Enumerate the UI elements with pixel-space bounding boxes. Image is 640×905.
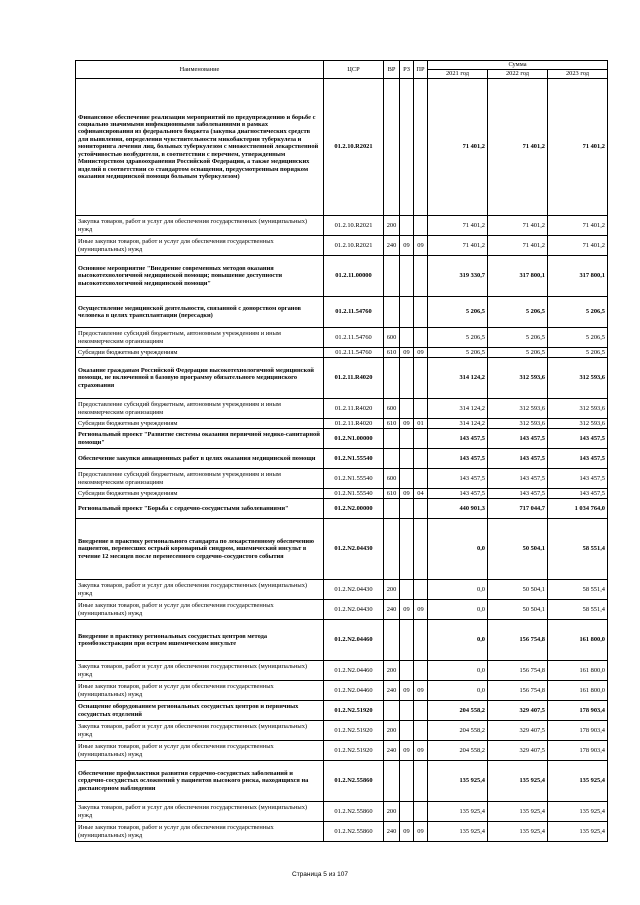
table-cell-2022: 143 457,5 bbox=[488, 429, 548, 449]
table-cell-pr bbox=[414, 429, 428, 449]
table-cell-2021: 5 206,5 bbox=[428, 297, 488, 328]
table-cell-2023: 58 551,4 bbox=[548, 580, 608, 600]
table-cell-2021: 0,0 bbox=[428, 600, 488, 620]
table-row bbox=[76, 328, 608, 348]
table-cell-2023: 5 206,5 bbox=[548, 297, 608, 328]
table-cell-2023: 58 551,4 bbox=[548, 600, 608, 620]
table-cell-name: Иные закупки товаров, работ и услуг для обеспечения государственных (муниципальных) нужд bbox=[76, 236, 324, 256]
table-row bbox=[76, 297, 608, 328]
table-row bbox=[76, 216, 608, 236]
table-cell-csr: 01.2.11.R4020 bbox=[324, 399, 384, 419]
table-row bbox=[76, 489, 608, 499]
table-row bbox=[76, 358, 608, 399]
table-cell-2021: 135 925,4 bbox=[428, 761, 488, 802]
table-cell-pr: 04 bbox=[414, 489, 428, 499]
table-cell-2023: 143 457,5 bbox=[548, 429, 608, 449]
table-cell-name: Финансовое обеспечение реализации мероприятий по предупреждению и борьбе с социально значимыми инфекционными заболеваниями в рамках софинансирования из федерального бюджета (закупка диагностических средств для выявления, определения чувствительности микобактерии туберкулеза и мониторинга лечения лиц, больных туберкулезом с множественной лекарственной устойчивостью возбудителя, в соответствии с перечнем, утвержденным Министерством здравоохранения Российской Федерации, а также медицинских изделий в соответствии со стандартом оснащения, предусмотренным порядком оказания медицинской помощи больным туберкулезом) bbox=[76, 79, 324, 216]
table-body bbox=[76, 79, 608, 842]
table-cell-pr bbox=[414, 519, 428, 580]
table-cell-2023: 161 800,0 bbox=[548, 620, 608, 661]
table-cell-rz bbox=[400, 499, 414, 519]
table-cell-csr: 01.2.11.54760 bbox=[324, 348, 384, 358]
table-cell-pr bbox=[414, 701, 428, 721]
table-cell-pr: 09 bbox=[414, 681, 428, 701]
table-cell-csr: 01.2.N2.51920 bbox=[324, 721, 384, 741]
table-cell-2023: 135 925,4 bbox=[548, 761, 608, 802]
table-cell-2021: 204 558,2 bbox=[428, 741, 488, 761]
page-footer: Страница 5 из 107 bbox=[292, 871, 348, 878]
table-row bbox=[76, 79, 608, 216]
table-cell-pr: 09 bbox=[414, 236, 428, 256]
header-year-2023: 2023 год bbox=[548, 70, 608, 79]
table-cell-csr: 01.2.N1.00000 bbox=[324, 429, 384, 449]
table-cell-name: Иные закупки товаров, работ и услуг для обеспечения государственных (муниципальных) нужд bbox=[76, 822, 324, 842]
table-cell-vr: 600 bbox=[384, 328, 400, 348]
table-cell-rz bbox=[400, 328, 414, 348]
table-cell-name: Субсидии бюджетным учреждениям bbox=[76, 348, 324, 358]
table-cell-2023: 5 206,5 bbox=[548, 328, 608, 348]
table-cell-name: Обеспечение закупки авиационных работ в целях оказания медицинской помощи bbox=[76, 449, 324, 469]
table-row bbox=[76, 399, 608, 419]
table-cell-2023: 317 800,1 bbox=[548, 256, 608, 297]
table-cell-name: Внедрение в практику региональных сосудистых центров метода тромбоэкстракции при остром ишемическом инсульте bbox=[76, 620, 324, 661]
table-cell-pr bbox=[414, 661, 428, 681]
table-cell-2023: 135 925,4 bbox=[548, 822, 608, 842]
table-cell-2023: 312 593,6 bbox=[548, 419, 608, 429]
table-cell-csr: 01.2.N1.55540 bbox=[324, 449, 384, 469]
table-cell-name: Закупка товаров, работ и услуг для обеспечения государственных (муниципальных) нужд bbox=[76, 721, 324, 741]
table-cell-2022: 329 407,5 bbox=[488, 741, 548, 761]
table-cell-2022: 156 754,8 bbox=[488, 620, 548, 661]
table-cell-2021: 143 457,5 bbox=[428, 449, 488, 469]
table-cell-csr: 01.2.N2.04460 bbox=[324, 620, 384, 661]
table-cell-2022: 71 401,2 bbox=[488, 236, 548, 256]
table-row bbox=[76, 519, 608, 580]
table-cell-vr bbox=[384, 761, 400, 802]
table-cell-2023: 71 401,2 bbox=[548, 79, 608, 216]
table-cell-csr: 01.2.N2.55860 bbox=[324, 822, 384, 842]
table-cell-pr bbox=[414, 761, 428, 802]
table-cell-2021: 0,0 bbox=[428, 519, 488, 580]
table-cell-2021: 0,0 bbox=[428, 661, 488, 681]
table-cell-csr: 01.2.N2.00000 bbox=[324, 499, 384, 519]
table-cell-vr: 200 bbox=[384, 580, 400, 600]
table-cell-2021: 143 457,5 bbox=[428, 429, 488, 449]
table-cell-name: Предоставление субсидий бюджетным, автономным учреждениям и иным некоммерческим организациям bbox=[76, 469, 324, 489]
table-cell-2021: 135 925,4 bbox=[428, 822, 488, 842]
table-cell-2021: 71 401,2 bbox=[428, 79, 488, 216]
table-cell-name: Региональный проект "Развитие системы оказания первичной медико-санитарной помощи" bbox=[76, 429, 324, 449]
table-cell-rz bbox=[400, 256, 414, 297]
table-cell-2023: 312 593,6 bbox=[548, 358, 608, 399]
table-cell-pr bbox=[414, 256, 428, 297]
header-rz: РЗ bbox=[400, 61, 414, 79]
table-cell-vr bbox=[384, 519, 400, 580]
table-cell-2023: 135 925,4 bbox=[548, 802, 608, 822]
table-cell-2023: 178 903,4 bbox=[548, 701, 608, 721]
table-row bbox=[76, 701, 608, 721]
table-cell-vr bbox=[384, 701, 400, 721]
table-cell-csr: 01.2.N2.04460 bbox=[324, 661, 384, 681]
table-row bbox=[76, 469, 608, 489]
table-cell-vr bbox=[384, 429, 400, 449]
table-cell-pr: 09 bbox=[414, 348, 428, 358]
table-cell-name: Закупка товаров, работ и услуг для обеспечения государственных (муниципальных) нужд bbox=[76, 661, 324, 681]
table-cell-name: Иные закупки товаров, работ и услуг для обеспечения государственных (муниципальных) нужд bbox=[76, 681, 324, 701]
table-row bbox=[76, 236, 608, 256]
table-cell-rz bbox=[400, 399, 414, 419]
table-cell-rz: 09 bbox=[400, 600, 414, 620]
table-row bbox=[76, 256, 608, 297]
table-cell-2023: 71 401,2 bbox=[548, 216, 608, 236]
table-cell-csr: 01.2.N2.04460 bbox=[324, 681, 384, 701]
table-cell-vr: 600 bbox=[384, 399, 400, 419]
table-cell-csr: 01.2.N2.51920 bbox=[324, 741, 384, 761]
table-cell-2022: 71 401,2 bbox=[488, 216, 548, 236]
table-cell-vr: 610 bbox=[384, 419, 400, 429]
table-row bbox=[76, 620, 608, 661]
table-cell-rz: 09 bbox=[400, 741, 414, 761]
table-cell-2022: 143 457,5 bbox=[488, 449, 548, 469]
table-cell-pr bbox=[414, 721, 428, 741]
table-cell-name: Субсидии бюджетным учреждениям bbox=[76, 489, 324, 499]
table-cell-rz bbox=[400, 216, 414, 236]
table-cell-2022: 5 206,5 bbox=[488, 348, 548, 358]
header-sum: Сумма bbox=[428, 61, 608, 70]
table-cell-2022: 143 457,5 bbox=[488, 469, 548, 489]
table-cell-2022: 135 925,4 bbox=[488, 761, 548, 802]
table-cell-pr bbox=[414, 216, 428, 236]
table-cell-vr bbox=[384, 499, 400, 519]
table-cell-2023: 1 034 764,0 bbox=[548, 499, 608, 519]
table-cell-csr: 01.2.N2.51920 bbox=[324, 701, 384, 721]
table-cell-2021: 0,0 bbox=[428, 681, 488, 701]
header-pr: ПР bbox=[414, 61, 428, 79]
table-cell-rz: 09 bbox=[400, 236, 414, 256]
table-cell-rz bbox=[400, 620, 414, 661]
table-cell-2022: 50 504,1 bbox=[488, 519, 548, 580]
table-cell-vr: 200 bbox=[384, 661, 400, 681]
table-cell-pr: 01 bbox=[414, 419, 428, 429]
table-cell-2021: 319 330,7 bbox=[428, 256, 488, 297]
table-row bbox=[76, 661, 608, 681]
table-cell-rz: 09 bbox=[400, 348, 414, 358]
table-cell-2023: 161 800,0 bbox=[548, 661, 608, 681]
table-cell-2021: 204 558,2 bbox=[428, 701, 488, 721]
table-cell-2023: 161 800,0 bbox=[548, 681, 608, 701]
table-cell-name: Основное мероприятие "Внедрение современных методов оказания высокотехнологичной медицинской помощи; повышение доступности высокотехнологичной медицинской помощи" bbox=[76, 256, 324, 297]
table-cell-name: Обеспечение профилактики развития сердечно-сосудистых заболеваний и сердечно-сосудистых осложнений у пациентов высокого риска, находящихся на диспансерном наблюдении bbox=[76, 761, 324, 802]
table-cell-name: Предоставление субсидий бюджетным, автономным учреждениям и иным некоммерческим организациям bbox=[76, 328, 324, 348]
table-cell-name: Иные закупки товаров, работ и услуг для обеспечения государственных (муниципальных) нужд bbox=[76, 741, 324, 761]
table-cell-vr: 600 bbox=[384, 469, 400, 489]
table-cell-2021: 5 206,5 bbox=[428, 328, 488, 348]
table-cell-2021: 135 925,4 bbox=[428, 802, 488, 822]
table-row bbox=[76, 600, 608, 620]
table-cell-2023: 5 206,5 bbox=[548, 348, 608, 358]
table-cell-csr: 01.2.N2.04430 bbox=[324, 519, 384, 580]
table-cell-rz bbox=[400, 358, 414, 399]
table-cell-2022: 312 593,6 bbox=[488, 399, 548, 419]
table-cell-2022: 135 925,4 bbox=[488, 822, 548, 842]
table-cell-vr: 240 bbox=[384, 822, 400, 842]
table-cell-2021: 143 457,5 bbox=[428, 489, 488, 499]
table-cell-rz bbox=[400, 429, 414, 449]
table-cell-pr bbox=[414, 449, 428, 469]
table-cell-name: Закупка товаров, работ и услуг для обеспечения государственных (муниципальных) нужд bbox=[76, 216, 324, 236]
table-cell-name: Внедрение в практику регионального стандарта по лекарственному обеспечению пациентов, перенесших острый коронарный синдром, ишемический инсульт в течение 12 месяцев после перенесенного сердечно-сосудистого события bbox=[76, 519, 324, 580]
table-cell-rz: 09 bbox=[400, 822, 414, 842]
table-cell-pr bbox=[414, 580, 428, 600]
table-cell-2021: 5 206,5 bbox=[428, 348, 488, 358]
table-cell-vr: 240 bbox=[384, 236, 400, 256]
header-csr: ЦСР bbox=[324, 61, 384, 79]
table-row bbox=[76, 580, 608, 600]
table-row bbox=[76, 761, 608, 802]
table-cell-pr bbox=[414, 802, 428, 822]
table-cell-name: Закупка товаров, работ и услуг для обеспечения государственных (муниципальных) нужд bbox=[76, 802, 324, 822]
table-cell-2021: 440 901,3 bbox=[428, 499, 488, 519]
table-cell-vr bbox=[384, 449, 400, 469]
table-cell-name: Оказание гражданам Российской Федерации высокотехнологичной медицинской помощи, не включенной в базовую программу обязательного медицинского страхования bbox=[76, 358, 324, 399]
table-cell-vr bbox=[384, 297, 400, 328]
table-cell-2023: 143 457,5 bbox=[548, 489, 608, 499]
budget-table bbox=[75, 60, 608, 842]
table-cell-vr: 200 bbox=[384, 721, 400, 741]
table-cell-rz bbox=[400, 79, 414, 216]
table-cell-csr: 01.2.10.R2021 bbox=[324, 236, 384, 256]
table-cell-pr bbox=[414, 469, 428, 489]
table-cell-2022: 312 593,6 bbox=[488, 358, 548, 399]
table-cell-vr: 200 bbox=[384, 802, 400, 822]
table-cell-2022: 71 401,2 bbox=[488, 79, 548, 216]
table-cell-rz: 09 bbox=[400, 489, 414, 499]
table-cell-2022: 156 754,8 bbox=[488, 661, 548, 681]
table-cell-csr: 01.2.N2.55860 bbox=[324, 802, 384, 822]
table-cell-vr: 240 bbox=[384, 600, 400, 620]
table-cell-2022: 156 754,8 bbox=[488, 681, 548, 701]
table-cell-rz bbox=[400, 721, 414, 741]
table-row bbox=[76, 822, 608, 842]
table-cell-pr bbox=[414, 399, 428, 419]
table-cell-rz: 09 bbox=[400, 419, 414, 429]
table-cell-2021: 0,0 bbox=[428, 620, 488, 661]
table-row bbox=[76, 802, 608, 822]
table-cell-vr: 610 bbox=[384, 489, 400, 499]
table-row bbox=[76, 419, 608, 429]
table-cell-csr: 01.2.N2.55860 bbox=[324, 761, 384, 802]
table-cell-name: Оснащение оборудованием региональных сосудистых центров и первичных сосудистых отделений bbox=[76, 701, 324, 721]
table-cell-2022: 329 407,5 bbox=[488, 721, 548, 741]
table-row bbox=[76, 741, 608, 761]
table-cell-vr: 240 bbox=[384, 681, 400, 701]
table-row bbox=[76, 348, 608, 358]
table-cell-vr: 610 bbox=[384, 348, 400, 358]
header-year-2021: 2021 год bbox=[428, 70, 488, 79]
table-cell-pr bbox=[414, 328, 428, 348]
table-cell-csr: 01.2.11.R4020 bbox=[324, 419, 384, 429]
table-cell-2022: 317 800,1 bbox=[488, 256, 548, 297]
table-cell-2021: 71 401,2 bbox=[428, 236, 488, 256]
table-cell-2021: 143 457,5 bbox=[428, 469, 488, 489]
table-cell-pr bbox=[414, 358, 428, 399]
table-cell-rz bbox=[400, 519, 414, 580]
table-cell-csr: 01.2.11.54760 bbox=[324, 297, 384, 328]
table-cell-2023: 178 903,4 bbox=[548, 741, 608, 761]
table-cell-vr: 240 bbox=[384, 741, 400, 761]
table-cell-pr bbox=[414, 297, 428, 328]
table-cell-2023: 143 457,5 bbox=[548, 469, 608, 489]
table-cell-2021: 0,0 bbox=[428, 580, 488, 600]
table-cell-rz bbox=[400, 701, 414, 721]
table-cell-csr: 01.2.10.R2021 bbox=[324, 79, 384, 216]
table-cell-pr bbox=[414, 499, 428, 519]
table-cell-csr: 01.2.N1.55540 bbox=[324, 489, 384, 499]
table-cell-csr: 01.2.N2.04430 bbox=[324, 580, 384, 600]
header-name: Наименование bbox=[76, 61, 324, 79]
table-cell-name: Субсидии бюджетным учреждениям bbox=[76, 419, 324, 429]
table-cell-vr: 200 bbox=[384, 216, 400, 236]
table-cell-vr bbox=[384, 358, 400, 399]
table-cell-csr: 01.2.10.R2021 bbox=[324, 216, 384, 236]
table-cell-2022: 329 407,5 bbox=[488, 701, 548, 721]
table-cell-rz bbox=[400, 469, 414, 489]
table-cell-2022: 50 504,1 bbox=[488, 580, 548, 600]
table-cell-pr: 09 bbox=[414, 600, 428, 620]
table-cell-rz: 09 bbox=[400, 681, 414, 701]
table-cell-name: Иные закупки товаров, работ и услуг для обеспечения государственных (муниципальных) нужд bbox=[76, 600, 324, 620]
table-cell-2021: 204 558,2 bbox=[428, 721, 488, 741]
table-cell-rz bbox=[400, 661, 414, 681]
table-cell-csr: 01.2.N2.04430 bbox=[324, 600, 384, 620]
table-cell-2022: 5 206,5 bbox=[488, 328, 548, 348]
table-cell-2023: 143 457,5 bbox=[548, 449, 608, 469]
header-vr: ВР bbox=[384, 61, 400, 79]
table-cell-rz bbox=[400, 449, 414, 469]
table-cell-pr bbox=[414, 79, 428, 216]
table-cell-pr bbox=[414, 620, 428, 661]
table-cell-rz bbox=[400, 297, 414, 328]
table-cell-vr bbox=[384, 79, 400, 216]
table-cell-csr: 01.2.11.R4020 bbox=[324, 358, 384, 399]
table-row bbox=[76, 681, 608, 701]
table-cell-2023: 312 593,6 bbox=[548, 399, 608, 419]
table-cell-2022: 135 925,4 bbox=[488, 802, 548, 822]
table-row bbox=[76, 499, 608, 519]
table-cell-csr: 01.2.11.54760 bbox=[324, 328, 384, 348]
table-row bbox=[76, 721, 608, 741]
table-cell-name: Осуществление медицинской деятельности, связанной с донорством органов человека в целях трансплантации (пересадки) bbox=[76, 297, 324, 328]
table-cell-2023: 178 903,4 bbox=[548, 721, 608, 741]
header-year-2022: 2022 год bbox=[488, 70, 548, 79]
table-cell-2021: 71 401,2 bbox=[428, 216, 488, 236]
table-cell-2022: 5 206,5 bbox=[488, 297, 548, 328]
table-cell-csr: 01.2.N1.55540 bbox=[324, 469, 384, 489]
table-cell-2021: 314 124,2 bbox=[428, 419, 488, 429]
table-cell-2022: 143 457,5 bbox=[488, 489, 548, 499]
table-cell-2022: 50 504,1 bbox=[488, 600, 548, 620]
table-cell-vr bbox=[384, 620, 400, 661]
table-cell-name: Предоставление субсидий бюджетным, автономным учреждениям и иным некоммерческим организациям bbox=[76, 399, 324, 419]
table-cell-rz bbox=[400, 761, 414, 802]
table-cell-2021: 314 124,2 bbox=[428, 399, 488, 419]
table-cell-2023: 71 401,2 bbox=[548, 236, 608, 256]
table-cell-name: Региональный проект "Борьба с сердечно-сосудистыми заболеваниями" bbox=[76, 499, 324, 519]
table-cell-rz bbox=[400, 802, 414, 822]
table-cell-rz bbox=[400, 580, 414, 600]
table-row bbox=[76, 429, 608, 449]
table-cell-vr bbox=[384, 256, 400, 297]
table-row bbox=[76, 449, 608, 469]
table-cell-2022: 717 044,7 bbox=[488, 499, 548, 519]
table-cell-2022: 312 593,6 bbox=[488, 419, 548, 429]
table-cell-name: Закупка товаров, работ и услуг для обеспечения государственных (муниципальных) нужд bbox=[76, 580, 324, 600]
table-cell-2023: 58 551,4 bbox=[548, 519, 608, 580]
table-cell-pr: 09 bbox=[414, 822, 428, 842]
table-cell-2021: 314 124,2 bbox=[428, 358, 488, 399]
table-cell-csr: 01.2.11.00000 bbox=[324, 256, 384, 297]
table-cell-pr: 09 bbox=[414, 741, 428, 761]
